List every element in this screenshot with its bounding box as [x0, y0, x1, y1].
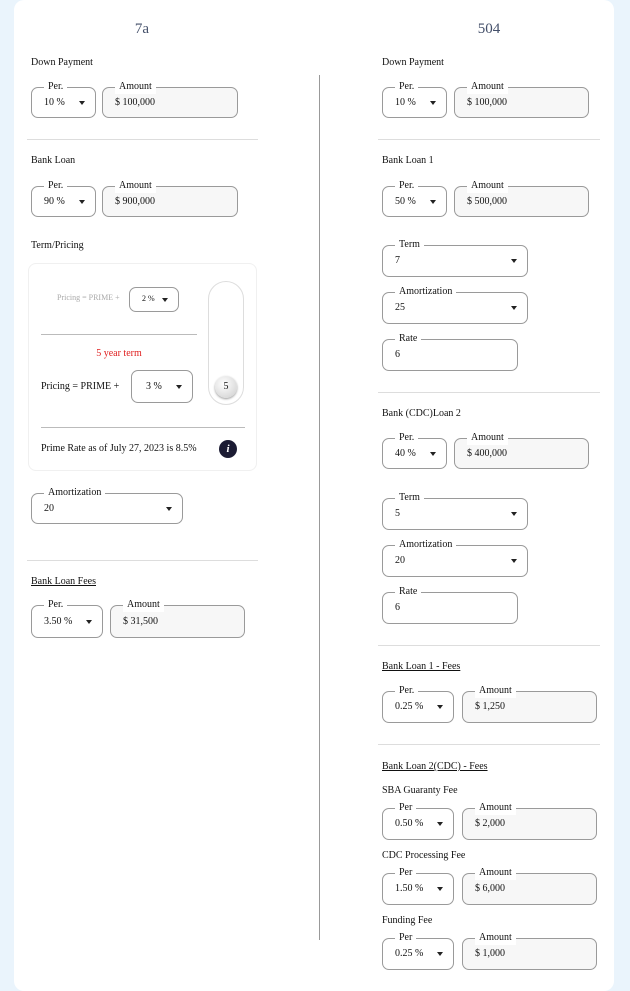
field-label: Amount — [115, 80, 156, 94]
pricing-spread-select[interactable] — [131, 370, 193, 403]
field-value: 6 — [395, 349, 400, 360]
field-label: Amount — [475, 684, 516, 698]
cdc-fee-amount-input[interactable] — [462, 867, 597, 905]
field-label: Per. — [44, 598, 67, 612]
section-label: Down Payment — [31, 57, 93, 68]
bank-loan-amount-input[interactable] — [102, 180, 238, 217]
column-title-504: 504 — [477, 21, 501, 37]
field-value: $ 6,000 — [475, 883, 505, 894]
section-label: Bank Loan — [31, 155, 76, 166]
field-value: 0.25 % — [395, 701, 424, 712]
field-value: 7 — [395, 255, 400, 266]
field-value: 0.50 % — [395, 818, 424, 829]
divider — [378, 139, 600, 140]
loan2-rate-input[interactable] — [382, 586, 518, 624]
field-value: 10 % — [44, 97, 65, 108]
field-label: Rate — [395, 332, 421, 346]
loan1-rate-input[interactable] — [382, 333, 518, 371]
caret-down-icon — [437, 887, 443, 891]
field-value: 20 — [44, 503, 54, 514]
info-icon[interactable]: i — [219, 440, 237, 458]
caret-down-icon — [511, 559, 517, 563]
field-label: Amount — [115, 179, 156, 193]
divider — [41, 334, 197, 335]
fees-amount-input[interactable] — [110, 599, 245, 638]
field-value: 25 — [395, 302, 405, 313]
divider — [378, 392, 600, 393]
down-payment-amount-input[interactable] — [454, 81, 589, 118]
field-value: $ 31,500 — [123, 616, 158, 627]
caret-down-icon — [430, 101, 436, 105]
field-label: Amortization — [395, 285, 456, 299]
field-label: Per. — [395, 80, 418, 94]
down-payment-amount-input[interactable] — [102, 81, 238, 118]
section-label: Down Payment — [382, 57, 444, 68]
field-value: $ 500,000 — [467, 196, 507, 207]
divider — [27, 139, 258, 140]
field-label: Amortization — [44, 486, 105, 500]
loan2-term-select[interactable] — [382, 492, 528, 530]
funding-fee-percent-select[interactable] — [382, 932, 454, 970]
field-label: Per. — [44, 179, 67, 193]
field-value: 3 % — [146, 381, 162, 392]
loan2-percent-select[interactable] — [382, 432, 447, 469]
field-value: $ 100,000 — [467, 97, 507, 108]
cdc-fee-percent-select[interactable] — [382, 867, 454, 905]
section-label: Term/Pricing — [31, 240, 84, 251]
field-label: Per. — [44, 80, 67, 94]
field-label: Amount — [467, 431, 508, 445]
field-label: Amount — [475, 866, 516, 880]
loan1-term-select[interactable] — [382, 239, 528, 277]
field-label: Per. — [395, 684, 418, 698]
column-title-7a: 7a — [134, 21, 150, 37]
loan1-amount-input[interactable] — [454, 180, 589, 217]
field-label: Amount — [475, 801, 516, 815]
field-label: Per. — [395, 431, 418, 445]
field-value: 5 — [395, 508, 400, 519]
field-value: 6 — [395, 602, 400, 613]
caret-down-icon — [511, 259, 517, 263]
field-value: 90 % — [44, 196, 65, 207]
caret-down-icon — [430, 452, 436, 456]
field-label: Amount — [467, 80, 508, 94]
field-label: Rate — [395, 585, 421, 599]
field-value: 3.50 % — [44, 616, 73, 627]
caret-down-icon — [176, 385, 182, 389]
field-value: 50 % — [395, 196, 416, 207]
caret-down-icon — [511, 306, 517, 310]
bank-loan-percent-select[interactable] — [31, 180, 96, 217]
field-value: $ 100,000 — [115, 97, 155, 108]
field-label: Amount — [467, 179, 508, 193]
amortization-select[interactable] — [31, 487, 183, 524]
loan2-amortization-select[interactable] — [382, 539, 528, 577]
caret-down-icon — [162, 298, 168, 302]
fees-percent-select[interactable] — [31, 599, 103, 638]
caret-down-icon — [437, 705, 443, 709]
loan1-amortization-select[interactable] — [382, 286, 528, 324]
field-value: 40 % — [395, 448, 416, 459]
loan1-fees-amount-input[interactable] — [462, 685, 597, 723]
divider — [41, 427, 245, 428]
pricing-option-faded[interactable] — [129, 287, 179, 312]
field-label: Per — [395, 931, 416, 945]
field-label: Per. — [395, 179, 418, 193]
sba-fee-amount-input[interactable] — [462, 802, 597, 840]
funding-fee-amount-input[interactable] — [462, 932, 597, 970]
field-label: Amount — [123, 598, 164, 612]
divider — [378, 744, 600, 745]
pricing-label: Pricing = PRIME + — [41, 381, 120, 392]
down-payment-percent-select[interactable] — [382, 81, 447, 118]
pricing-label-faded: Pricing = PRIME + — [57, 293, 120, 302]
section-label: Bank Loan Fees — [31, 576, 96, 587]
field-value: $ 900,000 — [115, 196, 155, 207]
column-divider — [319, 75, 320, 940]
section-label: Bank Loan 1 — [382, 155, 434, 166]
section-label: Bank Loan 2(CDC) - Fees — [382, 761, 488, 772]
field-label: Amount — [475, 931, 516, 945]
sba-fee-percent-select[interactable] — [382, 802, 454, 840]
prime-rate-text: Prime Rate as of July 27, 2023 is 8.5% — [41, 443, 197, 454]
field-value: 0.25 % — [395, 948, 424, 959]
loan1-fees-percent-select[interactable] — [382, 685, 454, 723]
field-value: $ 1,250 — [475, 701, 505, 712]
caret-down-icon — [437, 822, 443, 826]
divider — [378, 645, 600, 646]
field-value: 2 % — [142, 294, 155, 303]
field-label: Amortization — [395, 538, 456, 552]
term-text: 5 year term — [96, 348, 142, 359]
fee-label: SBA Guaranty Fee — [382, 785, 458, 796]
loan2-amount-input[interactable] — [454, 432, 589, 469]
field-value: 20 — [395, 555, 405, 566]
term-slider-thumb[interactable]: 5 — [215, 376, 237, 398]
field-value: 1.50 % — [395, 883, 424, 894]
field-value: $ 2,000 — [475, 818, 505, 829]
field-value: $ 1,000 — [475, 948, 505, 959]
field-label: Term — [395, 491, 424, 505]
field-label: Per — [395, 801, 416, 815]
section-label: Bank (CDC)Loan 2 — [382, 408, 461, 419]
divider — [27, 560, 258, 561]
fee-label: CDC Processing Fee — [382, 850, 466, 861]
caret-down-icon — [430, 200, 436, 204]
field-label: Term — [395, 238, 424, 252]
field-value: $ 400,000 — [467, 448, 507, 459]
caret-down-icon — [79, 200, 85, 204]
section-label: Bank Loan 1 - Fees — [382, 661, 461, 672]
caret-down-icon — [166, 507, 172, 511]
fee-label: Funding Fee — [382, 915, 433, 926]
caret-down-icon — [437, 952, 443, 956]
caret-down-icon — [79, 101, 85, 105]
field-label: Per — [395, 866, 416, 880]
down-payment-percent-select[interactable] — [31, 81, 96, 118]
loan1-percent-select[interactable] — [382, 180, 447, 217]
caret-down-icon — [511, 512, 517, 516]
field-value: 10 % — [395, 97, 416, 108]
caret-down-icon — [86, 620, 92, 624]
